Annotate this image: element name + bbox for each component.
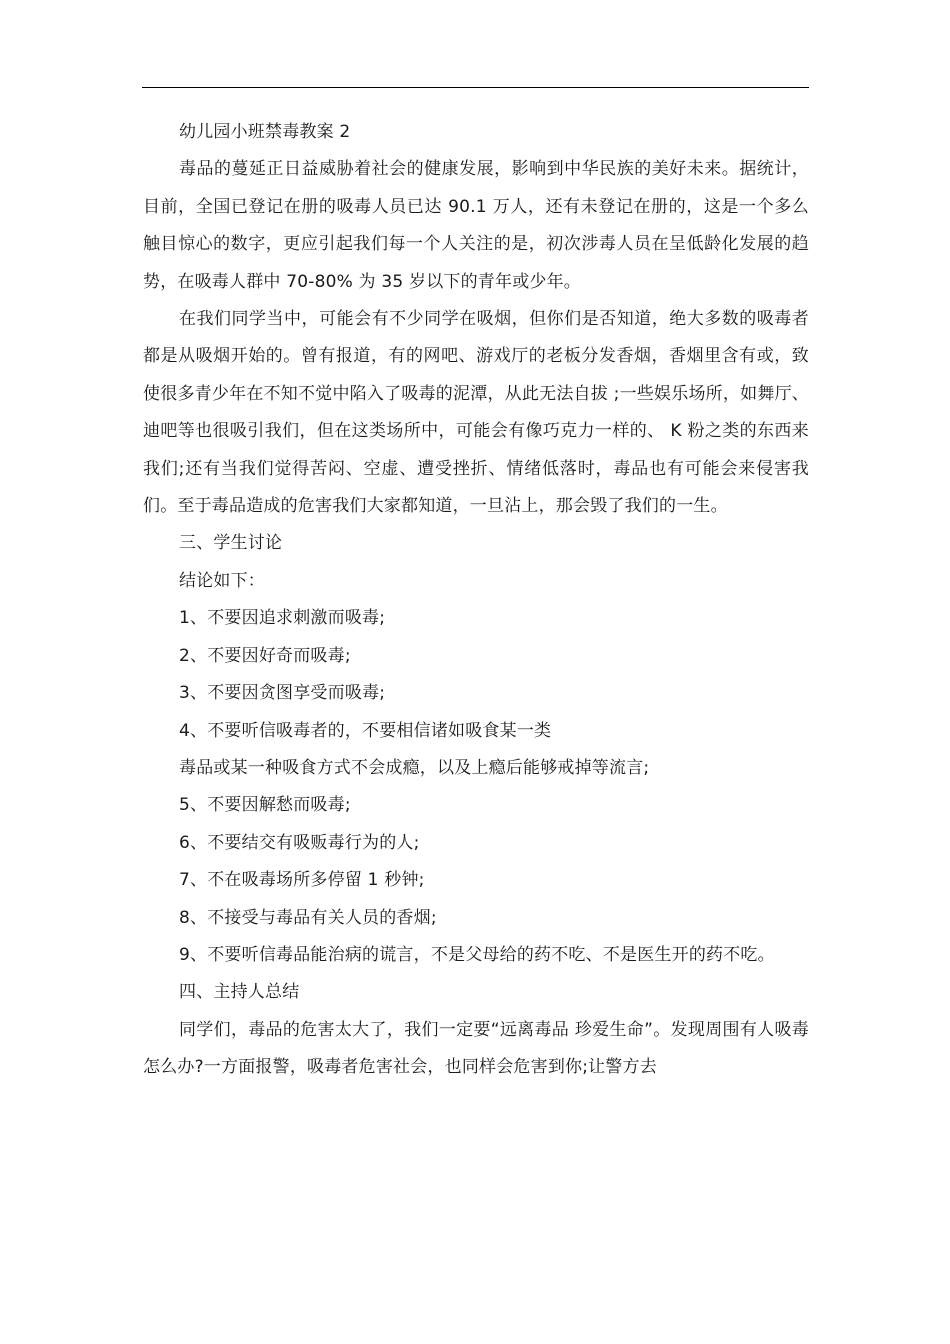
list-item: 8、不接受与毒品有关人员的香烟;: [179, 907, 437, 928]
list-item: 6、不要结交有吸贩毒行为的人;: [179, 832, 420, 853]
conclusion-intro: 结论如下：: [179, 570, 265, 591]
header-rule: [142, 87, 809, 88]
section-heading-discussion: 三、学生讨论: [179, 533, 283, 554]
document-title: 幼儿园小班禁毒教案 2: [179, 122, 351, 142]
list-item: 毒品或某一种吸食方式不会成瘾，以及上瘾后能够戒掉等流言;: [179, 757, 650, 778]
list-item: 9、不要听信毒品能治病的谎言，不是父母给的药不吃、不是医生开的药不吃。: [179, 944, 775, 965]
paragraph-statistics: 毒品的蔓延正日益威胁着社会的健康发展，影响到中华民族的美好未来。据统计，目前，全国已登记在册的吸毒人员已达 90.1 万人，还有未登记在册的，这是一个多么触目惊心的数字，更应引起我们每一个人关注的是，初次涉毒人员在呈低龄化发展的趋势，在吸毒人群中 70-80% 为 35 岁以下的青年或少年。: [143, 159, 809, 292]
list-item: 7、不在吸毒场所多停留 1 秒钟;: [179, 870, 425, 891]
document-body: [143, 114, 809, 1087]
paragraph-summary: 同学们，毒品的危害太大了，我们一定要“远离毒品 珍爱生命”。发现周围有人吸毒怎么办?一方面报警，吸毒者危害社会，也同样会危害到你;让警方去: [143, 1019, 809, 1078]
list-item: 2、不要因好奇而吸毒;: [179, 645, 351, 666]
list-item: 3、不要因贪图享受而吸毒;: [179, 683, 386, 704]
paragraph-smoking: 在我们同学当中，可能会有不少同学在吸烟，但你们是否知道，绝大多数的吸毒者都是从吸烟开始的。曾有报道，有的网吧、游戏厅的老板分发香烟，香烟里含有或，致使很多青少年在不知不觉中陷入了吸毒的泥潭，从此无法自拔 ;一些娱乐场所，如舞厅、迪吧等也很吸引我们，但在这类场所中，可能会有像巧克力一样的、 K 粉之类的东西来我们;还有当我们觉得苦闷、空虚、遭受挫折、情绪低落时，毒品也有可能会来侵害我们。至于毒品造成的危害我们大家都知道，一旦沾上，那会毁了我们的一生。: [143, 309, 809, 517]
list-item: 5、不要因解愁而吸毒;: [179, 795, 351, 816]
list-item: 4、不要听信吸毒者的，不要相信诸如吸食某一类: [179, 720, 552, 741]
list-item: 1、不要因追求刺激而吸毒;: [179, 608, 386, 629]
section-heading-summary: 四、主持人总结: [179, 982, 300, 1003]
